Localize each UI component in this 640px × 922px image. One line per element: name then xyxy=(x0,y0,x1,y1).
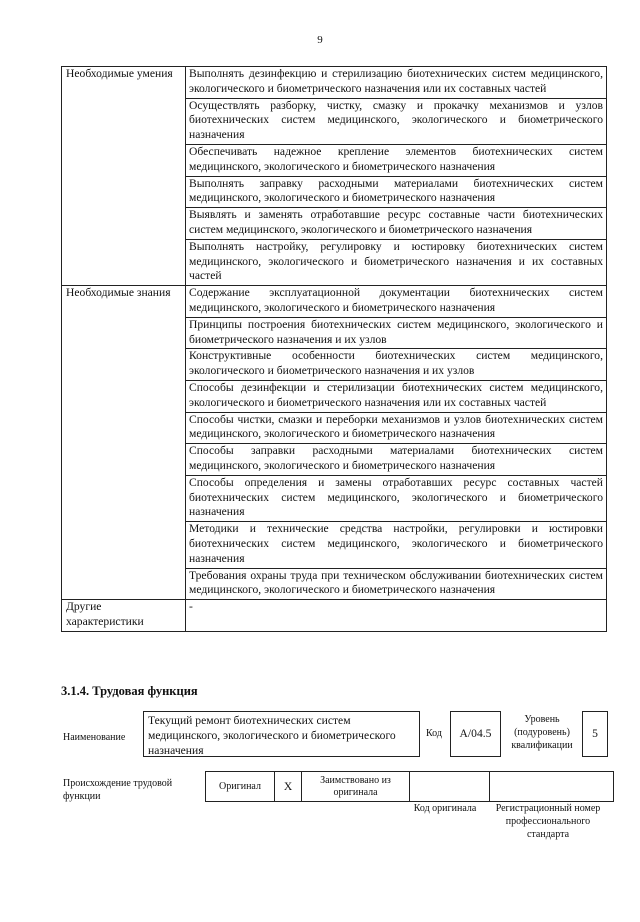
origin-label: Происхождение трудовой функции xyxy=(63,778,173,802)
table-cell: Выполнять настройку, регулировку и юстировку биотехнических систем медицинского, экологического и биометрического назначения и их составных частей xyxy=(186,239,607,285)
level-label: Уровень (подуровень) квалификации xyxy=(511,714,573,751)
code-caption: Код оригинала xyxy=(413,803,477,814)
section-heading: 3.1.4. Трудовая функция xyxy=(61,684,198,698)
code-label: Код xyxy=(426,728,442,739)
table-row xyxy=(62,600,607,632)
original-cell: Оригинал xyxy=(206,772,275,802)
table-row xyxy=(62,67,607,99)
table-row xyxy=(62,286,607,318)
table-cell: Способы определения и замены отработавших ресурс составных частей биотехнических систем медицинского, экологического и биометрического назначения xyxy=(186,475,607,521)
table-cell: Выполнять дезинфекцию и стерилизацию биотехнических систем медицинского, экологического и биометрического назначения или их составных частей xyxy=(186,67,607,99)
borrowed-cell: Заимствовано из оригинала xyxy=(302,772,410,802)
function-code-box: А/04.5 xyxy=(450,711,501,757)
table-cell: Выявлять и заменять отработавшие ресурс составные части биотехнических систем медицинского, экологического и биометрического назначения xyxy=(186,208,607,240)
table-cell: Методики и технические средства настройки, регулировки и юстировки биотехнических систем медицинского, экологического и биометрического назначения xyxy=(186,522,607,568)
table-cell: Способы дезинфекции и стерилизации биотехнических систем медицинского, экологического и биометрического назначения или их составных частей xyxy=(186,380,607,412)
table-cell: Выполнять заправку расходными материалами биотехнических систем медицинского, экологического и биометрического назначения xyxy=(186,176,607,208)
registration-number-cell xyxy=(490,772,614,802)
name-label: Наименование xyxy=(63,732,126,743)
table-cell: Требования охраны труда при техническом обслуживании биотехнических систем медицинского, экологического и биометрического назначения xyxy=(186,568,607,600)
page-number: 9 xyxy=(317,34,323,46)
registration-caption: Регистрационный номер профессионального стандарта xyxy=(495,803,601,840)
row-label-knowledge: Необходимые знания xyxy=(62,286,186,600)
original-mark-cell: X xyxy=(275,772,302,802)
table-cell: Принципы построения биотехнических систем медицинского, экологического и биометрического назначения и их узлов xyxy=(186,317,607,349)
qualification-level-box: 5 xyxy=(582,711,608,757)
table-cell: Содержание эксплуатационной документации биотехнических систем медицинского, экологического и биометрического назначения xyxy=(186,286,607,318)
table-cell: Конструктивные особенности биотехнических систем медицинского, экологического и биометрического назначения и их узлов xyxy=(186,349,607,381)
original-code-cell xyxy=(410,772,490,802)
function-name-box: Текущий ремонт биотехнических систем медицинского, экологического и биометрического назначения xyxy=(143,711,420,757)
row-label-skills: Необходимые умения xyxy=(62,67,186,286)
row-label-other: Другие характеристики xyxy=(62,600,186,632)
table-cell: Способы чистки, смазки и переборки механизмов и узлов биотехнических систем медицинского, экологического и биометрического назначения xyxy=(186,412,607,444)
table-cell: - xyxy=(186,600,607,632)
table-cell: Обеспечивать надежное крепление элементов биотехнических систем медицинского, экологического и биометрического назначения xyxy=(186,144,607,176)
table-cell: Осуществлять разборку, чистку, смазку и прокачку механизмов и узлов биотехнических систем медицинского, экологического и биометрического назначения xyxy=(186,98,607,144)
table-cell: Способы заправки расходными материалами биотехнических систем медицинского, экологического и биометрического назначения xyxy=(186,444,607,476)
origin-table xyxy=(205,771,614,802)
requirements-table xyxy=(61,66,607,632)
table-row xyxy=(206,772,614,802)
